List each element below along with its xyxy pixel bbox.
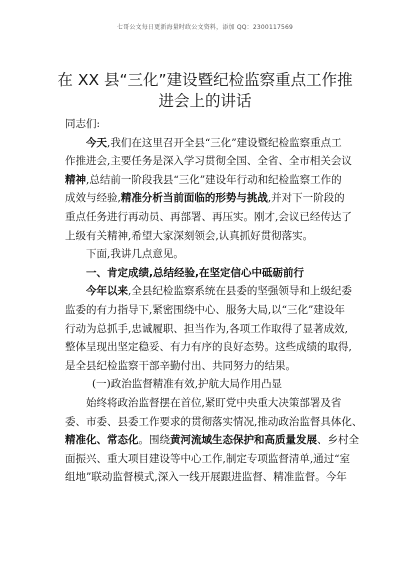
document-title — [50, 70, 360, 112]
emphasis: 精准化、常态化 — [65, 434, 139, 447]
section-heading-1: 一、肯定成绩,总结经验,在坚定信心中砥砺前行 — [86, 266, 304, 279]
paragraph-1 — [65, 134, 355, 246]
document-body — [65, 115, 363, 487]
text-line: 监委的有力指导下,紧密围绕中心、服务大局,以“三化”建设年 — [65, 303, 345, 316]
text-line: 重点任务进行再动员、再部署、再压实。刚才,会议已经传达了 — [65, 210, 352, 223]
text-run: 成效与经验, — [65, 192, 121, 205]
paragraph-2: 下面,我讲几点意见。 — [86, 248, 184, 261]
text-line: 面振兴、重大项目建设等中心工作,制定专项监督清单,通过“室 — [65, 452, 351, 465]
emphasis: 今天 — [86, 136, 107, 149]
title-line-1: 在 XX 县“三化”建设暨纪检监察重点工作推 — [57, 71, 353, 89]
emphasis: 精神 — [65, 173, 86, 186]
subsection-heading-1: (一)政治监督精准有效,护航大局作用凸显 — [92, 378, 283, 391]
text-line: 整体呈现出坚定稳妥、有力有序的良好态势。这些成绩的取得, — [65, 341, 352, 354]
paragraph-3 — [65, 282, 355, 375]
text-run: ,总结前一阶段我县“三化”建设年行动和纪检监察工作的 — [86, 173, 342, 186]
text-line: 委、市委、县委工作要求的贯彻落实情况,推动政治监督具体化、 — [65, 415, 363, 428]
text-run: 、乡村全 — [317, 434, 359, 447]
greeting: 同志们: — [65, 118, 101, 130]
text-run: ,全县纪检监察系统在县委的坚强领导和上级纪委 — [128, 285, 352, 298]
header-note: 七哥公文每日更新海量时政公文资料，添加 QQ：2300117569 — [116, 24, 294, 31]
text-line: 始终将政治监督摆在首位,紧盯党中央重大决策部署及省 — [86, 396, 342, 409]
text-line: 上级有关精神,希望大家深刻领会,认真抓好贯彻落实。 — [65, 229, 314, 242]
emphasis: 精准分析当前面临的形势与挑战 — [120, 192, 268, 205]
emphasis: 黄河流域生态保护和高质量发展 — [170, 434, 317, 447]
text-line: 作推进会,主要任务是深入学习贯彻全国、全省、全市相关会议 — [65, 155, 352, 168]
emphasis: 今年以来 — [86, 285, 128, 298]
paragraph-4 — [65, 394, 363, 487]
text-run: ,我们在这里召开全县“三化”建设暨纪检监察重点工 — [107, 136, 342, 149]
text-line: 行动为总抓手,忠诚履职、担当作为,各项工作取得了显著成效, — [65, 322, 349, 335]
text-line: 组地”联动监督模式,深入一线开展跟进监督、精准监督。今年 — [65, 471, 347, 484]
text-run: 。围绕 — [138, 434, 170, 447]
text-run: ,并对下一阶段的 — [267, 192, 345, 205]
text-line: 是全县纪检监察干部辛勤付出、共同努力的结果。 — [65, 359, 296, 372]
title-line-2: 进会上的讲话 — [158, 92, 252, 110]
